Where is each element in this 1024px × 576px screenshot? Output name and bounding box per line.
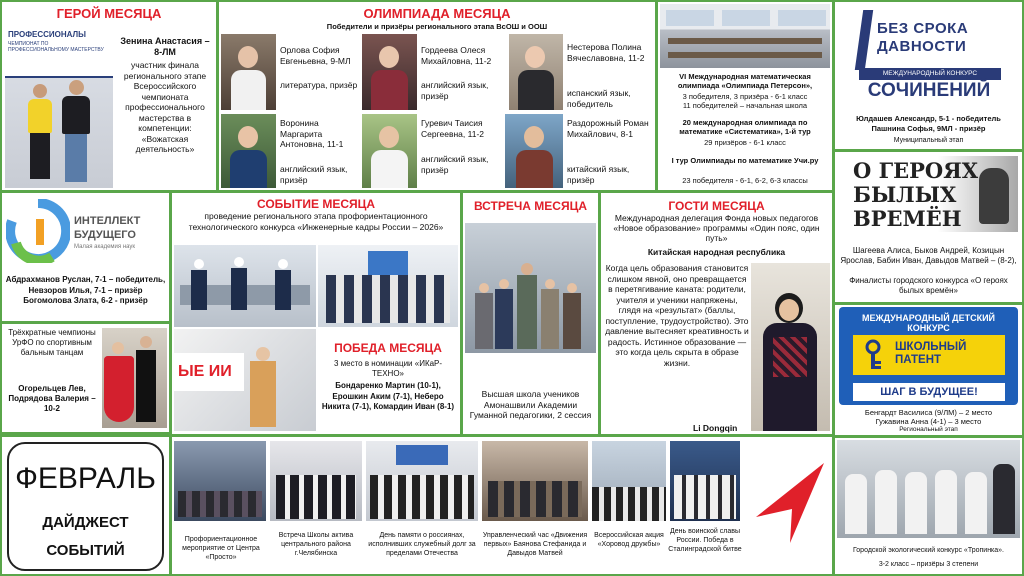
meeting-panel [463, 193, 598, 434]
essay-logo-l2: ДАВНОСТИ [877, 38, 967, 55]
event-panel [172, 193, 460, 434]
olymp-name-6: Раздорожный Роман Михайлович, 8-1 [567, 118, 649, 139]
eco-line-2: 3-2 класс – призёры 3 степени [878, 561, 979, 568]
strip-photo-3 [366, 441, 478, 521]
heroes-text: Шагеева Алиса, Быков Андрей, Козицын Ярослав, Бабин Иван, Давыдов Матвей – (8-2), [840, 246, 1017, 265]
strip-caption-1: Профориентационное мероприятие от Центра «Просто» [182, 536, 260, 561]
guests-title: ГОСТИ МЕСЯЦА [668, 199, 765, 213]
strip-photo-2 [270, 441, 362, 521]
digest-l1: ФЕВРАЛЬ [15, 462, 156, 495]
victory-title: ПОБЕДА МЕСЯЦА [334, 341, 442, 355]
strip-photo-4 [482, 441, 588, 521]
intellect-text: Абдрахманов Руслан, 7-1 – победитель, Невзоров Илья, 7-1 – призёр Богомолова Злата, 6-2 - призёр [5, 275, 166, 305]
olymp-info-6: китайский язык, призёр [567, 164, 630, 185]
olymp-name-4: Воронина Маргарита Антоновна, 11-1 [280, 118, 344, 149]
math-line-2: 3 победителя, 3 призёра - 6-1 класс [682, 92, 808, 101]
strip-photo-1 [174, 441, 266, 521]
event-screen-text: ЫЕ ИИ [178, 363, 232, 380]
olymp-info-3: испанский язык, победитель [567, 88, 631, 109]
math-line-3: 11 победителей – начальная школа [682, 101, 808, 110]
essay-line-2: Пашнина Софья, 9МЛ - призёр [871, 124, 986, 133]
event-photo-speaker [174, 329, 316, 431]
guests-line-1: Международная делегация Фонда новых педагогов «Новое образование» программы «Один пояс, один путь» [613, 213, 820, 243]
event-photo-robots [174, 245, 316, 327]
essay-logo-big: СОЧИНЕНИЙ [867, 80, 991, 101]
olympiad-title: ОЛИМПИАДА МЕСЯЦА [363, 6, 511, 21]
olymp-photo-3 [509, 34, 563, 110]
patent-line-2: Гужавина Анна (4-1) – 3 место [875, 417, 982, 426]
heroes-logo-l3: ВРЕМЁН [853, 206, 962, 231]
essay-logo [853, 6, 1005, 106]
strip-caption-3: День памяти о россиянах, исполнивших служебный долг за пределами Отечества [368, 532, 476, 557]
patent-panel [835, 305, 1022, 435]
hero-banner-sub: ЧЕМПИОНАТ ПО ПРОФЕССИОНАЛЬНОМУ МАСТЕРСТВУ [8, 41, 104, 53]
hero-person-1 [27, 84, 53, 184]
guests-panel [601, 193, 832, 434]
essay-logo-l1: БЕЗ СРОКА [877, 20, 969, 37]
olymp-name-5: Гуревич Таисия Сергеевна, 11-2 [421, 118, 485, 139]
meeting-photo [465, 223, 596, 353]
eco-panel [835, 438, 1022, 574]
math-line-5: 29 призёров - 6-1 класс [704, 138, 786, 147]
guests-line-2: Китайская народная республика [647, 247, 786, 257]
digest-l3: СОБЫТИЙ [46, 542, 125, 559]
olymp-name-2: Гордеева Олеся Михайловна, 11-2 [421, 45, 492, 66]
dance-panel [2, 324, 169, 432]
essay-panel [835, 2, 1022, 149]
strip-caption-4: Управленческий час «Движения первых» Баянова Стефанида и Давыдов Матвей [482, 532, 588, 557]
hero-person-2 [61, 80, 91, 184]
olymp-info-2: английский язык, призёр [421, 80, 489, 101]
patent-logo-text: ШКОЛЬНЫЙ ПАТЕНТ [895, 341, 967, 366]
intellect-panel [2, 193, 169, 321]
olymp-info-5: английский язык, призёр [421, 154, 489, 175]
hero-name: Зенина Анастасия – 8-ЛМ [120, 36, 210, 57]
heroes-logo-l1: О ГЕРОЯХ [853, 158, 979, 183]
essay-logo-frame [855, 10, 873, 70]
olymp-photo-5 [362, 114, 417, 188]
hero-photo [5, 24, 113, 188]
math-line-7: 23 победителя - 6-1, 6-2, 6-3 классы [682, 176, 808, 185]
guests-photo [751, 263, 830, 431]
heroes-logo [839, 156, 1018, 232]
olymp-photo-1 [221, 34, 276, 110]
olymp-name-1: Орлова София Евгеньевна, 9-МЛ [280, 45, 351, 66]
digest-panel [2, 437, 169, 574]
eco-photo [837, 440, 1020, 538]
hero-banner-brand: ПРОФЕССИОНАЛЫ [8, 30, 86, 39]
hero-title: ГЕРОЙ МЕСЯЦА [56, 6, 162, 21]
heroes-panel [835, 152, 1022, 302]
strip-photo-6 [670, 441, 740, 521]
digest-l2: ДАЙДЖЕСТ [42, 514, 129, 531]
heroes-line-2: Финалисты городского конкурса «О героях былых времён» [849, 276, 1008, 295]
math-line-1: VI Международная математическая олимпиада «Олимпиада Петерсон», [677, 72, 813, 90]
guests-author: Li Dongqin [693, 423, 738, 433]
patent-banner-l1: МЕЖДУНАРОДНЫЙ ДЕТСКИЙ [861, 313, 996, 323]
digest-box [7, 442, 164, 571]
essay-line-3: Муниципальный этап [893, 137, 964, 144]
patent-banner-l2: КОНКУРС [907, 323, 950, 333]
event-photo-team [318, 245, 458, 327]
event-desc: проведение регионального этапа профориентационного технологического конкурса «Инженерные кадры России – 2026» [188, 211, 444, 232]
hero-desc: участник финала регионального этапе Всероссийского чемпионата профессионального мастерства в компетенции: «Вожатская деятельность» [123, 60, 207, 154]
math-line-6: I тур Олимпиады по математике Учи.ру [671, 156, 819, 165]
guests-quote: Когда цель образования становится слишком явной, оно превращается в перетягивание каната: родители, учителя и ученики напряжены, глядя на «результат» (баллы, поступление, трудоустройство). Это давление вытесняет креативность и радость. Истинное образование — это когда цель скрыта в образе жизни. [605, 263, 749, 368]
intellect-logo-l2: БУДУЩЕГО [74, 229, 136, 241]
event-title: СОБЫТИЕ МЕСЯЦА [256, 197, 376, 211]
essay-logo-ribbon: МЕЖДУНАРОДНЫЙ КОНКУРС [859, 68, 1001, 80]
olymp-info-1: литература, призёр [280, 80, 358, 90]
olymp-photo-6 [505, 114, 563, 188]
movement-logo-icon [752, 461, 826, 545]
patent-line-3: Региональный этап [899, 426, 958, 433]
olympiad-panel [219, 2, 655, 190]
intellect-logo-mark [6, 199, 70, 263]
olymp-name-3: Нестерова Полина Вячеславовна, 11-2 [567, 42, 645, 63]
patent-line-1: Бенгардт Василиса (9/ЛМ) – 2 место [864, 408, 993, 417]
strip-photo-5 [592, 441, 666, 521]
patent-key-icon [861, 339, 885, 371]
strip-caption-5: Всероссийская акция «Хоровод дружбы» [594, 532, 664, 548]
victory-line-1: 3 место в номинации «ИКаР-ТЕХНО» [333, 359, 443, 378]
hero-banner [5, 24, 113, 78]
olymp-info-4: английский язык, призёр [280, 164, 348, 185]
intellect-logo-sub: Малая академия наук [74, 244, 136, 250]
hero-panel [2, 2, 216, 190]
olymp-photo-4 [221, 114, 276, 188]
patent-step: ШАГ В БУДУЩЕЕ! [853, 383, 1005, 401]
intellect-logo-l1: ИНТЕЛЛЕКТ [74, 215, 141, 227]
events-strip-panel [172, 437, 832, 574]
olympiad-subtitle: Победители и призёры регионального этапа ВсОШ и ООШ [326, 22, 548, 31]
patent-logo [839, 307, 1018, 405]
strip-caption-2: Встреча Школы актива центрального района г.Челябинска [278, 532, 354, 557]
dance-photo [102, 328, 167, 428]
math-line-4: 20 международная олимпиада по математике «Систематика», 1-й тур [679, 118, 811, 136]
meeting-desc: Высшая школа учеников Амонашвили Академии Гуманной педагогики, 2 сессия [469, 389, 592, 420]
essay-line-1: Юлдашев Александр, 5-1 - победитель [856, 114, 1001, 123]
victory-line-2: Бондаренко Мартин (10-1), Ерошкин Аким (7-1), Неберо Никита (7-1), Комардин Иван (8-1) [321, 381, 455, 411]
strip-caption-6: День воинской славы России. Победа в Сталинградской битве [668, 528, 742, 553]
math-classroom-photo [660, 4, 830, 68]
olymp-photo-2 [362, 34, 417, 110]
math-panel [658, 2, 832, 190]
dance-line-1: Трёхкратные чемпионы УрФО по спортивным бальным танцам [8, 328, 96, 357]
eco-line-1: Городской экологический конкурс «Тропинка». [852, 547, 1005, 554]
meeting-title: ВСТРЕЧА МЕСЯЦА [473, 199, 588, 213]
heroes-logo-l2: БЫЛЫХ [853, 182, 957, 207]
intellect-logo-icon [6, 199, 70, 263]
dance-line-2: Огорельцев Лев, Подрядова Валерия – 10-2 [8, 384, 96, 413]
